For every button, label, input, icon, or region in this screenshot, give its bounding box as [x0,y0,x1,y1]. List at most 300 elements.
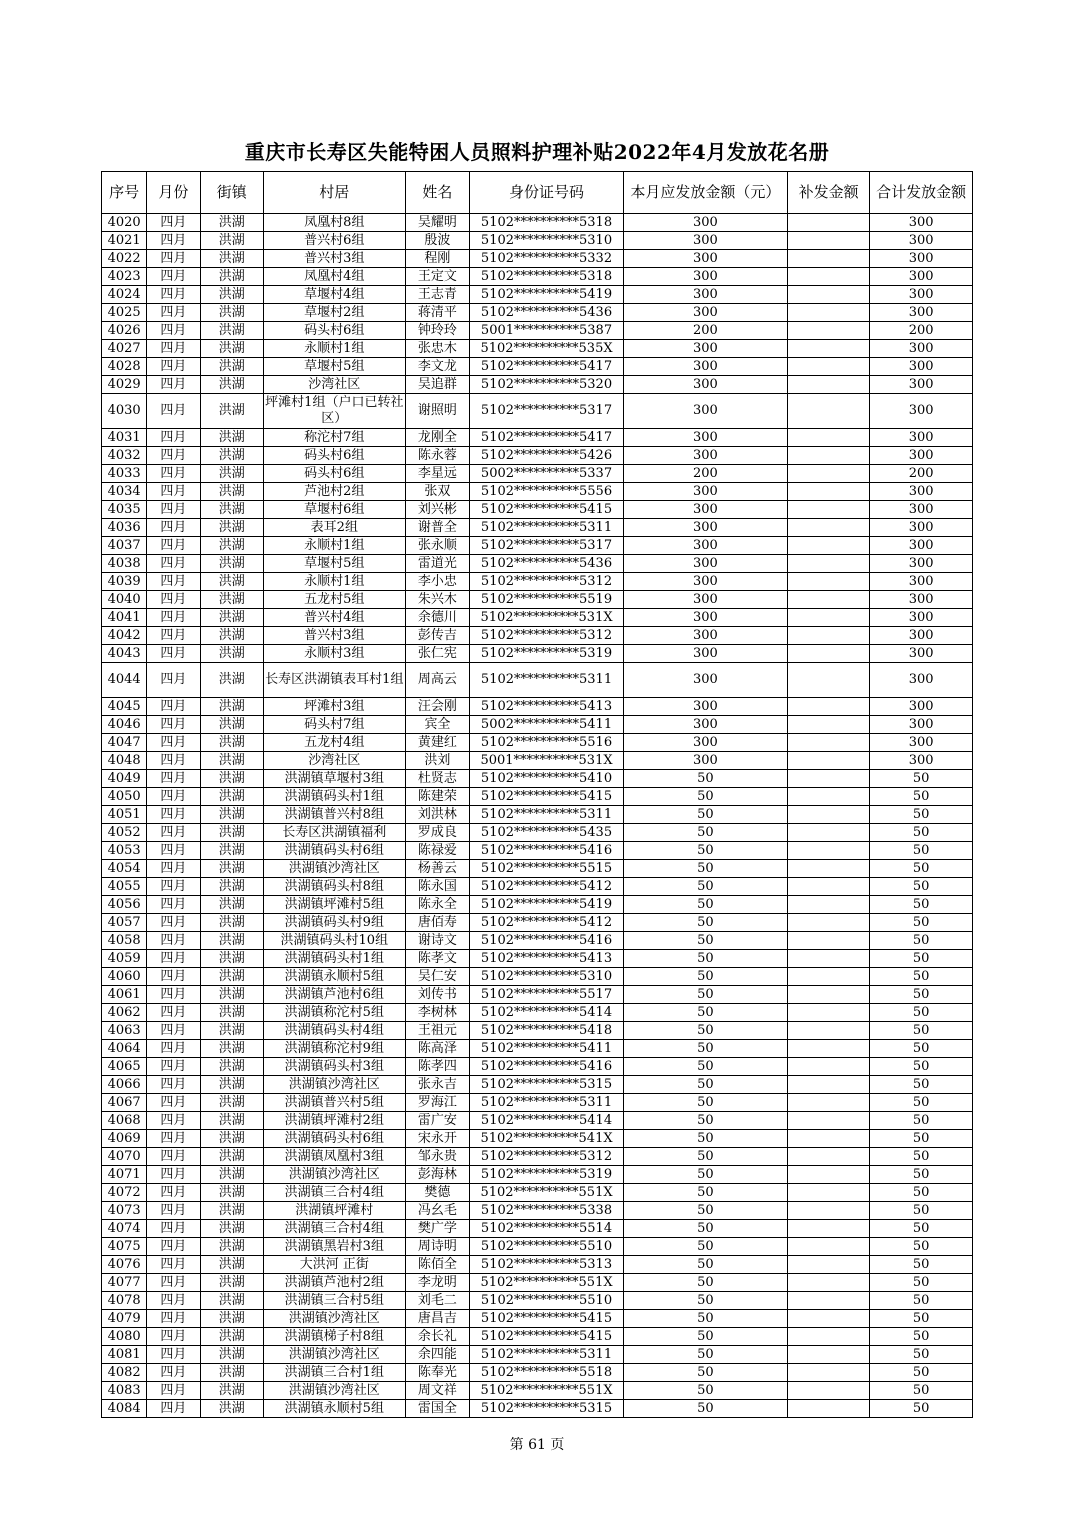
monthly-amount-cell: 50 [623,1346,787,1364]
serial-cell: 4084 [102,1400,147,1418]
table-row [102,537,973,555]
month-cell: 四月 [147,950,200,968]
monthly-amount-cell: 50 [623,986,787,1004]
total-amount-cell: 300 [870,394,973,429]
monthly-amount-cell: 300 [623,627,787,645]
total-amount-cell: 300 [870,250,973,268]
total-amount-cell: 50 [870,950,973,968]
village-cell: 洪湖镇坪滩村 [263,1202,405,1220]
table-row [102,752,973,770]
total-amount-cell: 50 [870,1112,973,1130]
month-cell: 四月 [147,358,200,376]
back-pay-cell [787,537,869,555]
id-number-cell: 5001**********5387 [470,322,624,340]
name-cell: 陈佰全 [405,1256,469,1274]
table-row [102,734,973,752]
total-amount-cell: 50 [870,1202,973,1220]
month-cell: 四月 [147,968,200,986]
table-row [102,1130,973,1148]
town-cell: 洪湖 [200,663,263,698]
town-cell: 洪湖 [200,1094,263,1112]
total-amount-cell: 300 [870,663,973,698]
back-pay-cell [787,968,869,986]
total-amount-cell: 300 [870,716,973,734]
total-amount-cell: 300 [870,268,973,286]
back-pay-cell [787,501,869,519]
monthly-amount-cell: 50 [623,1256,787,1274]
village-cell: 洪湖镇普兴村5组 [263,1094,405,1112]
village-cell: 码头村6组 [263,322,405,340]
back-pay-cell [787,752,869,770]
name-cell: 冯幺毛 [405,1202,469,1220]
name-cell: 吴耀明 [405,214,469,232]
serial-cell: 4073 [102,1202,147,1220]
id-number-cell: 5102**********5315 [470,1400,624,1418]
serial-cell: 4064 [102,1040,147,1058]
id-number-cell: 5102**********5426 [470,447,624,465]
monthly-amount-cell: 300 [623,286,787,304]
monthly-amount-cell: 300 [623,429,787,447]
name-cell: 程刚 [405,250,469,268]
id-number-cell: 5102**********5312 [470,627,624,645]
total-amount-cell: 50 [870,1004,973,1022]
name-cell: 王祖元 [405,1022,469,1040]
id-number-cell: 5102**********5415 [470,1328,624,1346]
back-pay-cell [787,645,869,663]
total-amount-cell: 300 [870,214,973,232]
serial-cell: 4028 [102,358,147,376]
column-header: 合计发放金额 [870,172,973,214]
town-cell: 洪湖 [200,447,263,465]
id-number-cell: 5102**********535X [470,340,624,358]
month-cell: 四月 [147,932,200,950]
roster-table [101,171,973,1418]
table-row [102,501,973,519]
table-row [102,645,973,663]
month-cell: 四月 [147,860,200,878]
id-number-cell: 5102**********5411 [470,1040,624,1058]
table-row [102,304,973,322]
village-cell: 洪湖镇码头村6组 [263,842,405,860]
total-amount-cell: 300 [870,573,973,591]
month-cell: 四月 [147,250,200,268]
serial-cell: 4072 [102,1184,147,1202]
village-cell: 洪湖镇坪滩村2组 [263,1112,405,1130]
id-number-cell: 5102**********5319 [470,645,624,663]
town-cell: 洪湖 [200,322,263,340]
serial-cell: 4075 [102,1238,147,1256]
village-cell: 草堰村2组 [263,304,405,322]
monthly-amount-cell: 50 [623,788,787,806]
id-number-cell: 5102**********541X [470,1130,624,1148]
name-cell: 谢普全 [405,519,469,537]
month-cell: 四月 [147,483,200,501]
table-row [102,214,973,232]
monthly-amount-cell: 300 [623,752,787,770]
total-amount-cell: 50 [870,842,973,860]
monthly-amount-cell: 50 [623,860,787,878]
village-cell: 洪湖镇沙湾社区 [263,1382,405,1400]
village-cell: 称沱村7组 [263,429,405,447]
back-pay-cell [787,806,869,824]
serial-cell: 4059 [102,950,147,968]
serial-cell: 4068 [102,1112,147,1130]
monthly-amount-cell: 50 [623,1040,787,1058]
monthly-amount-cell: 50 [623,842,787,860]
monthly-amount-cell: 50 [623,1364,787,1382]
month-cell: 四月 [147,376,200,394]
month-cell: 四月 [147,770,200,788]
id-number-cell: 5102**********5310 [470,232,624,250]
town-cell: 洪湖 [200,214,263,232]
id-number-cell: 5102**********5315 [470,1076,624,1094]
monthly-amount-cell: 50 [623,1238,787,1256]
name-cell: 李小忠 [405,573,469,591]
id-number-cell: 5102**********5517 [470,986,624,1004]
name-cell: 张双 [405,483,469,501]
village-cell: 坪滩村3组 [263,698,405,716]
id-number-cell: 5002**********5411 [470,716,624,734]
name-cell: 李星远 [405,465,469,483]
serial-cell: 4027 [102,340,147,358]
back-pay-cell [787,1130,869,1148]
id-number-cell: 5102**********5310 [470,968,624,986]
back-pay-cell [787,1112,869,1130]
month-cell: 四月 [147,1130,200,1148]
id-number-cell: 5002**********5337 [470,465,624,483]
serial-cell: 4039 [102,573,147,591]
back-pay-cell [787,860,869,878]
town-cell: 洪湖 [200,842,263,860]
back-pay-cell [787,1310,869,1328]
back-pay-cell [787,1382,869,1400]
back-pay-cell [787,914,869,932]
back-pay-cell [787,268,869,286]
monthly-amount-cell: 300 [623,232,787,250]
name-cell: 宾全 [405,716,469,734]
back-pay-cell [787,950,869,968]
name-cell: 樊广学 [405,1220,469,1238]
table-row [102,286,973,304]
serial-cell: 4060 [102,968,147,986]
village-cell: 大洪河 正街 [263,1256,405,1274]
total-amount-cell: 50 [870,1184,973,1202]
village-cell: 坪滩村1组（户口已转社区） [263,394,405,429]
serial-cell: 4074 [102,1220,147,1238]
id-number-cell: 5102**********5332 [470,250,624,268]
town-cell: 洪湖 [200,1220,263,1238]
monthly-amount-cell: 300 [623,734,787,752]
back-pay-cell [787,250,869,268]
total-amount-cell: 50 [870,1310,973,1328]
month-cell: 四月 [147,842,200,860]
town-cell: 洪湖 [200,860,263,878]
table-body [102,214,973,1418]
back-pay-cell [787,1004,869,1022]
monthly-amount-cell: 50 [623,914,787,932]
name-cell: 李文龙 [405,358,469,376]
town-cell: 洪湖 [200,358,263,376]
name-cell: 殷波 [405,232,469,250]
serial-cell: 4030 [102,394,147,429]
town-cell: 洪湖 [200,734,263,752]
town-cell: 洪湖 [200,950,263,968]
table-row [102,609,973,627]
name-cell: 汪会刚 [405,698,469,716]
town-cell: 洪湖 [200,1004,263,1022]
town-cell: 洪湖 [200,1058,263,1076]
table-row [102,1220,973,1238]
village-cell: 表耳2组 [263,519,405,537]
id-number-cell: 5102**********551X [470,1184,624,1202]
monthly-amount-cell: 300 [623,537,787,555]
column-header: 街镇 [200,172,263,214]
total-amount-cell: 50 [870,1094,973,1112]
total-amount-cell: 50 [870,1274,973,1292]
month-cell: 四月 [147,716,200,734]
monthly-amount-cell: 300 [623,250,787,268]
town-cell: 洪湖 [200,716,263,734]
monthly-amount-cell: 50 [623,896,787,914]
back-pay-cell [787,483,869,501]
town-cell: 洪湖 [200,591,263,609]
town-cell: 洪湖 [200,340,263,358]
town-cell: 洪湖 [200,986,263,1004]
name-cell: 周诗明 [405,1238,469,1256]
serial-cell: 4047 [102,734,147,752]
serial-cell: 4026 [102,322,147,340]
month-cell: 四月 [147,1094,200,1112]
town-cell: 洪湖 [200,483,263,501]
month-cell: 四月 [147,1166,200,1184]
village-cell: 洪湖镇码头村9组 [263,914,405,932]
id-number-cell: 5102**********5418 [470,1022,624,1040]
back-pay-cell [787,519,869,537]
table-row [102,788,973,806]
town-cell: 洪湖 [200,932,263,950]
village-cell: 洪湖镇码头村1组 [263,950,405,968]
id-number-cell: 5102**********5317 [470,394,624,429]
serial-cell: 4038 [102,555,147,573]
total-amount-cell: 50 [870,1220,973,1238]
month-cell: 四月 [147,1112,200,1130]
back-pay-cell [787,1040,869,1058]
serial-cell: 4051 [102,806,147,824]
total-amount-cell: 50 [870,788,973,806]
name-cell: 宋永开 [405,1130,469,1148]
village-cell: 码头村6组 [263,447,405,465]
village-cell: 洪湖镇码头村4组 [263,1022,405,1040]
monthly-amount-cell: 300 [623,394,787,429]
back-pay-cell [787,591,869,609]
back-pay-cell [787,788,869,806]
village-cell: 洪湖镇沙湾社区 [263,1076,405,1094]
id-number-cell: 5102**********5435 [470,824,624,842]
town-cell: 洪湖 [200,824,263,842]
village-cell: 洪湖镇草堰村3组 [263,770,405,788]
back-pay-cell [787,358,869,376]
town-cell: 洪湖 [200,304,263,322]
id-number-cell: 5001**********531X [470,752,624,770]
back-pay-cell [787,627,869,645]
town-cell: 洪湖 [200,268,263,286]
back-pay-cell [787,842,869,860]
id-number-cell: 5102**********5311 [470,1094,624,1112]
table-row [102,376,973,394]
total-amount-cell: 50 [870,1058,973,1076]
back-pay-cell [787,286,869,304]
month-cell: 四月 [147,1256,200,1274]
column-header: 村居 [263,172,405,214]
back-pay-cell [787,770,869,788]
table-row [102,663,973,698]
village-cell: 洪湖镇三合村4组 [263,1184,405,1202]
serial-cell: 4076 [102,1256,147,1274]
back-pay-cell [787,986,869,1004]
town-cell: 洪湖 [200,627,263,645]
name-cell: 刘兴彬 [405,501,469,519]
serial-cell: 4045 [102,698,147,716]
town-cell: 洪湖 [200,537,263,555]
back-pay-cell [787,1022,869,1040]
column-header: 月份 [147,172,200,214]
serial-cell: 4043 [102,645,147,663]
monthly-amount-cell: 300 [623,268,787,286]
name-cell: 罗海江 [405,1094,469,1112]
back-pay-cell [787,1058,869,1076]
month-cell: 四月 [147,663,200,698]
village-cell: 码头村6组 [263,465,405,483]
monthly-amount-cell: 300 [623,645,787,663]
serial-cell: 4035 [102,501,147,519]
monthly-amount-cell: 300 [623,340,787,358]
monthly-amount-cell: 50 [623,932,787,950]
month-cell: 四月 [147,1274,200,1292]
table-row [102,1364,973,1382]
village-cell: 永顺村1组 [263,340,405,358]
village-cell: 草堰村5组 [263,555,405,573]
serial-cell: 4037 [102,537,147,555]
monthly-amount-cell: 50 [623,1328,787,1346]
month-cell: 四月 [147,627,200,645]
id-number-cell: 5102**********5519 [470,591,624,609]
total-amount-cell: 300 [870,286,973,304]
serial-cell: 4083 [102,1382,147,1400]
serial-cell: 4062 [102,1004,147,1022]
serial-cell: 4063 [102,1022,147,1040]
table-row [102,806,973,824]
name-cell: 刘传书 [405,986,469,1004]
column-header: 姓名 [405,172,469,214]
village-cell: 草堰村4组 [263,286,405,304]
town-cell: 洪湖 [200,376,263,394]
village-cell: 洪湖镇坪滩村5组 [263,896,405,914]
back-pay-cell [787,429,869,447]
back-pay-cell [787,1292,869,1310]
table-row [102,878,973,896]
id-number-cell: 5102**********5417 [470,358,624,376]
back-pay-cell [787,555,869,573]
monthly-amount-cell: 50 [623,1058,787,1076]
town-cell: 洪湖 [200,968,263,986]
monthly-amount-cell: 300 [623,555,787,573]
name-cell: 雷道光 [405,555,469,573]
month-cell: 四月 [147,1004,200,1022]
month-cell: 四月 [147,1220,200,1238]
table-row [102,770,973,788]
total-amount-cell: 50 [870,1382,973,1400]
back-pay-cell [787,1166,869,1184]
name-cell: 樊德 [405,1184,469,1202]
total-amount-cell: 50 [870,824,973,842]
id-number-cell: 5102**********531X [470,609,624,627]
id-number-cell: 5102**********5510 [470,1292,624,1310]
village-cell: 草堰村5组 [263,358,405,376]
back-pay-cell [787,1400,869,1418]
monthly-amount-cell: 300 [623,698,787,716]
village-cell: 洪湖镇称沱村5组 [263,1004,405,1022]
monthly-amount-cell: 50 [623,1076,787,1094]
monthly-amount-cell: 50 [623,1220,787,1238]
serial-cell: 4053 [102,842,147,860]
id-number-cell: 5102**********5311 [470,806,624,824]
village-cell: 凤凰村8组 [263,214,405,232]
town-cell: 洪湖 [200,1022,263,1040]
name-cell: 朱兴木 [405,591,469,609]
id-number-cell: 5102**********5417 [470,429,624,447]
month-cell: 四月 [147,537,200,555]
serial-cell: 4042 [102,627,147,645]
table-row [102,447,973,465]
back-pay-cell [787,1184,869,1202]
town-cell: 洪湖 [200,1238,263,1256]
town-cell: 洪湖 [200,465,263,483]
village-cell: 码头村7组 [263,716,405,734]
monthly-amount-cell: 50 [623,1094,787,1112]
village-cell: 洪湖镇沙湾社区 [263,860,405,878]
village-cell: 洪湖镇黑岩村3组 [263,1238,405,1256]
month-cell: 四月 [147,286,200,304]
table-row [102,1166,973,1184]
name-cell: 陈奉光 [405,1364,469,1382]
table-row [102,429,973,447]
name-cell: 吴追群 [405,376,469,394]
month-cell: 四月 [147,304,200,322]
total-amount-cell: 50 [870,896,973,914]
total-amount-cell: 50 [870,1022,973,1040]
name-cell: 彭海林 [405,1166,469,1184]
serial-cell: 4024 [102,286,147,304]
serial-cell: 4048 [102,752,147,770]
town-cell: 洪湖 [200,250,263,268]
village-cell: 永顺村1组 [263,537,405,555]
name-cell: 吴仁安 [405,968,469,986]
back-pay-cell [787,1220,869,1238]
total-amount-cell: 300 [870,537,973,555]
town-cell: 洪湖 [200,1076,263,1094]
serial-cell: 4057 [102,914,147,932]
back-pay-cell [787,394,869,429]
monthly-amount-cell: 300 [623,501,787,519]
serial-cell: 4082 [102,1364,147,1382]
name-cell: 唐昌吉 [405,1310,469,1328]
id-number-cell: 5102**********5556 [470,483,624,501]
monthly-amount-cell: 50 [623,950,787,968]
town-cell: 洪湖 [200,1400,263,1418]
table-row [102,591,973,609]
table-row [102,1292,973,1310]
total-amount-cell: 300 [870,645,973,663]
